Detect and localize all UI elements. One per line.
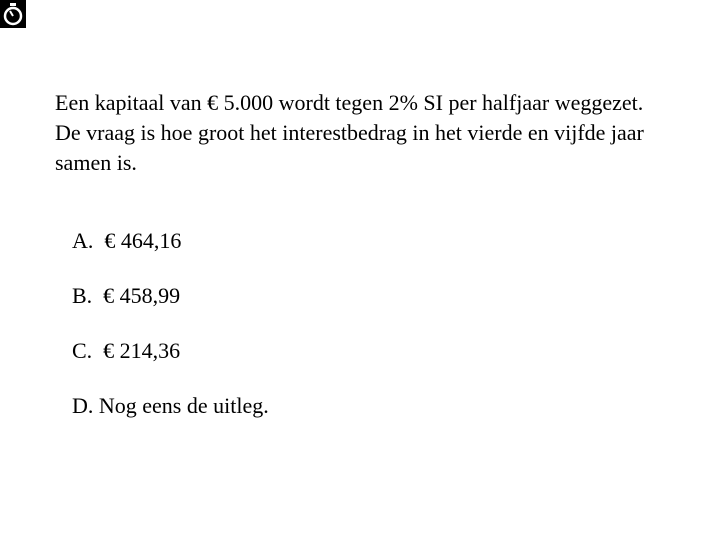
question-line-2: De vraag is hoe groot het interestbedrag in het vierde en vijfde jaar: [55, 120, 644, 145]
option-a[interactable]: A. € 464,16: [72, 228, 182, 253]
question-text: [55, 88, 715, 178]
question-line-3: samen is.: [55, 150, 137, 175]
question-line-1: Een kapitaal van € 5.000 wordt tegen 2% SI per halfjaar weggezet.: [55, 90, 644, 115]
stopwatch-icon: [0, 0, 26, 28]
answer-options: [72, 226, 269, 446]
option-c[interactable]: C. € 214,36: [72, 338, 181, 363]
option-b[interactable]: B. € 458,99: [72, 283, 181, 308]
option-d[interactable]: D. Nog eens de uitleg.: [72, 393, 269, 418]
